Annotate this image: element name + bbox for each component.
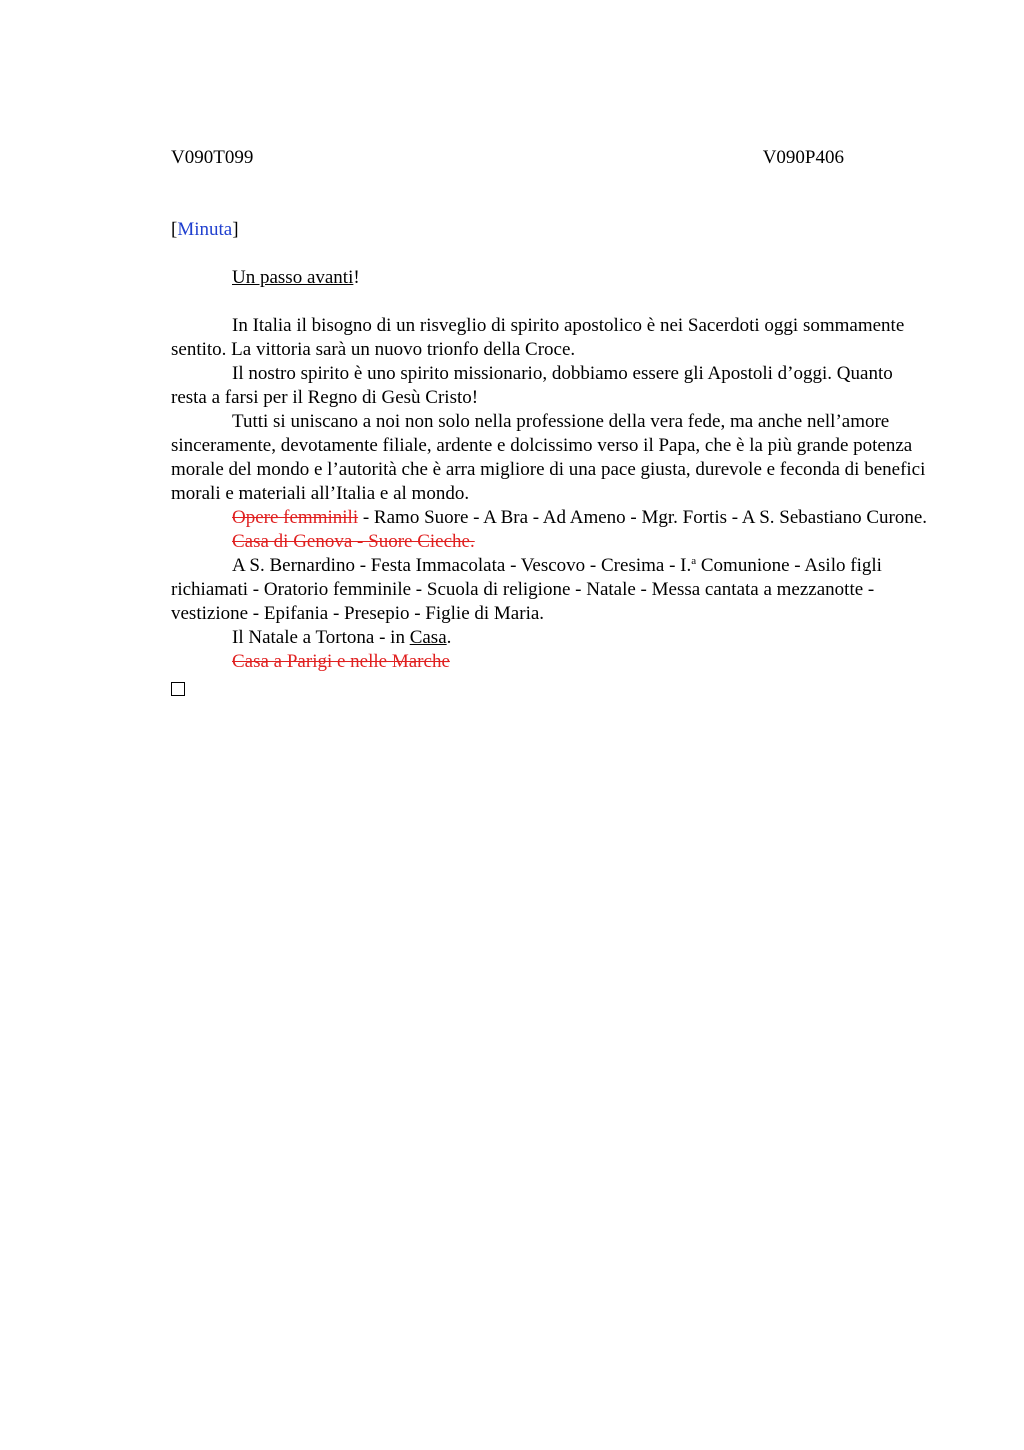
paragraph-5 bbox=[171, 530, 931, 554]
square-box-icon bbox=[171, 682, 185, 696]
paragraph-4 bbox=[171, 506, 931, 530]
code-left: V090T099 bbox=[171, 147, 254, 168]
paragraph-7-text-a: Il Natale a Tortona - in bbox=[232, 627, 410, 648]
document-body bbox=[171, 314, 931, 703]
paragraph-2: Il nostro spirito è uno spirito missionario, dobbiamo essere gli Apostoli d’oggi. Quanto resta a farsi per il Regno di Gesù Cristo! bbox=[171, 363, 893, 408]
document-title bbox=[232, 266, 360, 290]
paragraph-7-text-b: . bbox=[446, 627, 452, 648]
document-codes bbox=[171, 146, 844, 170]
title-punct: ! bbox=[353, 267, 360, 288]
superscript-a: a bbox=[691, 555, 697, 567]
paragraph-7 bbox=[171, 626, 931, 650]
deleted-text: Opere femminili bbox=[232, 507, 359, 528]
bracket-close: ] bbox=[232, 219, 239, 240]
deleted-text: Casa di Genova - Suore Cieche. bbox=[232, 531, 475, 552]
paragraph-1: In Italia il bisogno di un risveglio di spirito apostolico è nei Sacerdoti oggi sommamente sentito. La vittoria sarà un nuovo trionfo della Croce. bbox=[171, 315, 905, 360]
deleted-text: Casa a Parigi e nelle Marche bbox=[232, 651, 450, 672]
underlined-word: Casa bbox=[409, 627, 447, 648]
paragraph-8 bbox=[171, 650, 931, 674]
title-text: Un passo avanti bbox=[232, 267, 354, 288]
bracket-open: [ bbox=[171, 219, 178, 240]
paragraph-3: Tutti si uniscano a noi non solo nella professione della vera fede, ma anche nell’amore sinceramente, devotamente filiale, ardente e dolcissimo verso il Papa, che è la più grande potenza morale del mondo e l’autorità che è arra migliore di una pace giusta, durevole e feconda di benefici morali e materiali all’Italia e al mondo. bbox=[171, 411, 926, 504]
end-marker bbox=[171, 674, 931, 703]
code-right: V090P406 bbox=[762, 147, 844, 168]
minuta-text: Minuta bbox=[177, 219, 233, 240]
paragraph-6-text-b: Comunione - Asilo figli richiamati - Oratorio femminile - Scuola di religione - Natale - Messa cantata a mezzanotte - vestizione - Epifania - Presepio - Figlie di Maria. bbox=[171, 555, 882, 624]
paragraph-6 bbox=[171, 554, 931, 626]
paragraph-4-text: - Ramo Suore - A Bra - Ad Ameno - Mgr. Fortis - A S. Sebastiano Curone. bbox=[358, 507, 928, 528]
paragraph-6-text-a: A S. Bernardino - Festa Immacolata - Vescovo - Cresima - I. bbox=[232, 555, 692, 576]
minuta-label bbox=[171, 218, 239, 242]
